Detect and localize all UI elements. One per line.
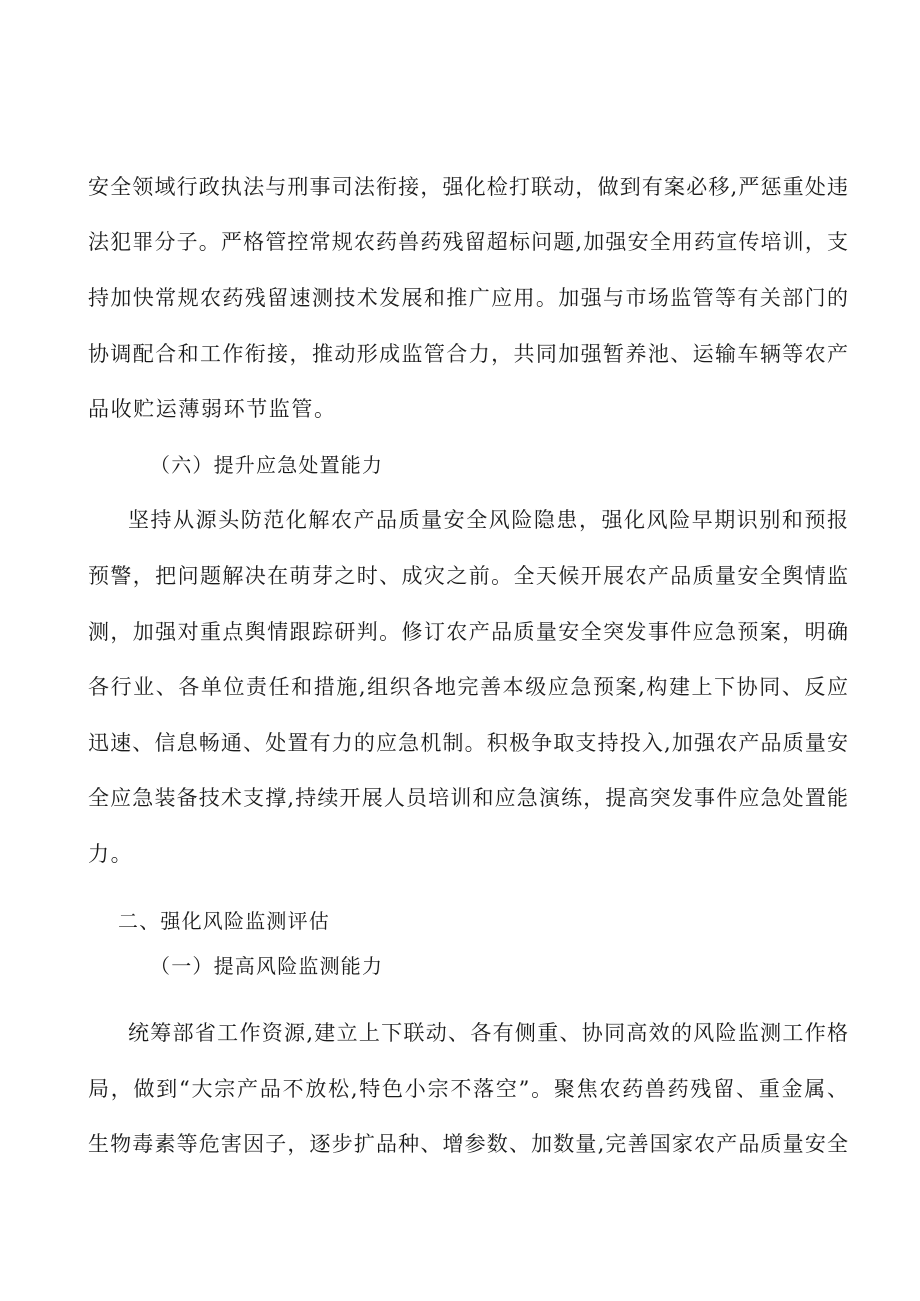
section-heading-one: （一）提高风险监测能力 [150, 954, 384, 978]
section-two-title: 二、强化风险监测评估 [118, 909, 330, 933]
para3-line-2: 局，做到“大宗产品不放松,特色小宗不落空”。聚焦农药兽药残留、重金属、 [88, 1077, 848, 1101]
para3-line-1: 统筹部省工作资源,建立上下联动、各有侧重、协同高效的风险监测工作格 [128, 1021, 848, 1045]
para2-line-2: 预警，把问题解决在萌芽之时、成灾之前。全天候开展农产品质量安全舆情监 [88, 564, 848, 588]
para3-line-3: 生物毒素等危害因子，逐步扩品种、增参数、加数量,完善国家农产品质量安全 [88, 1132, 848, 1156]
para1-line-4: 协调配合和工作衔接，推动形成监管合力，共同加强暂养池、运输车辆等农产 [88, 342, 848, 366]
para2-line-4: 各行业、各单位责任和措施,组织各地完善本级应急预案,构建上下协同、反应 [88, 675, 848, 699]
para1-line-3: 持加快常规农药残留速测技术发展和推广应用。加强与市场监管等有关部门的 [88, 286, 848, 310]
para2-line-7: 力。 [88, 842, 134, 866]
section-heading-six: （六）提升应急处置能力 [150, 453, 384, 477]
para2-line-1: 坚持从源头防范化解农产品质量安全风险隐患，强化风险早期识别和预报 [128, 508, 848, 532]
para1-line-2: 法犯罪分子。严格管控常规农药兽药残留超标问题,加强安全用药宣传培训，支 [88, 230, 848, 254]
para1-line-1: 安全领域行政执法与刑事司法衔接，强化检打联动，做到有案必移,严惩重处违 [88, 175, 848, 199]
para1-line-5: 品收贮运薄弱环节监管。 [88, 397, 337, 421]
para2-line-5: 迅速、信息畅通、处置有力的应急机制。积极争取支持投入,加强农产品质量安 [88, 731, 848, 755]
para2-line-6: 全应急装备技术支撑,持续开展人员培训和应急演练，提高突发事件应急处置能 [88, 786, 848, 810]
para2-line-3: 测，加强对重点舆情跟踪研判。修订农产品质量安全突发事件应急预案，明确 [88, 620, 848, 644]
